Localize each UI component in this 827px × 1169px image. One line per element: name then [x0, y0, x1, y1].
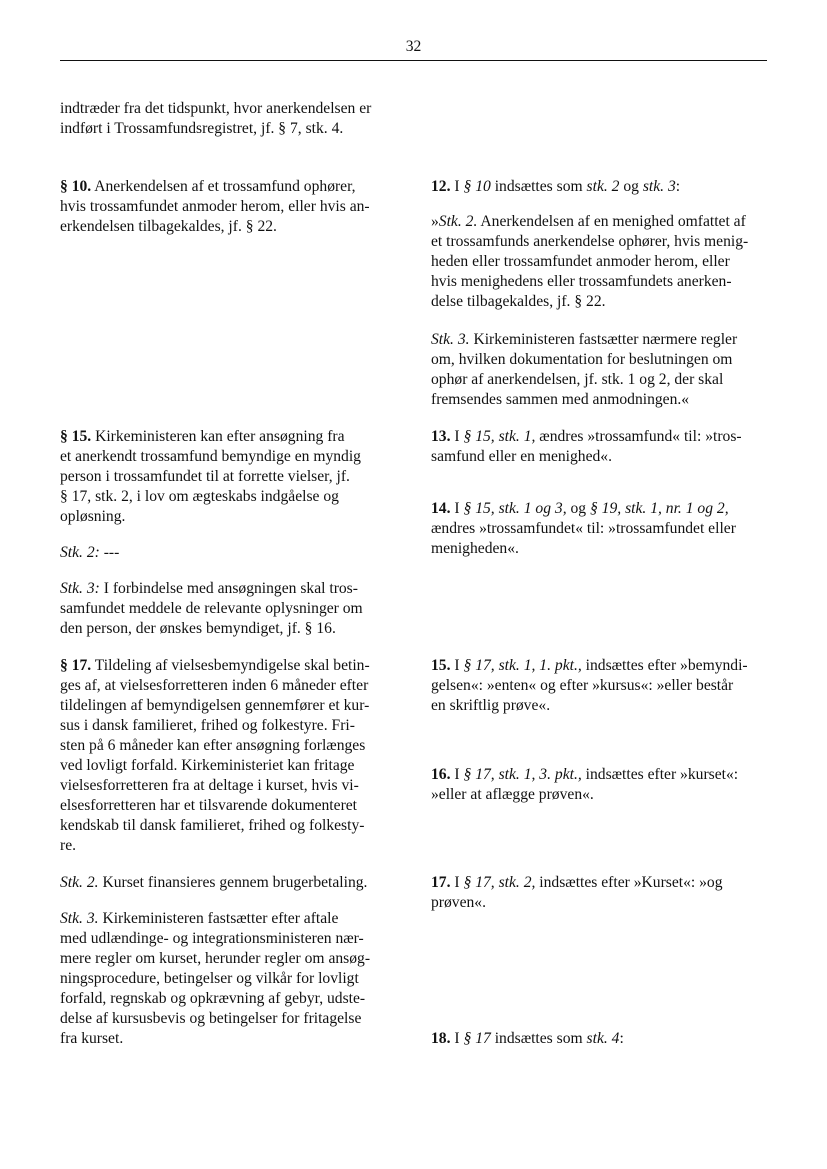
- text-line: samfundet meddele de relevante oplysninger om: [60, 600, 363, 617]
- text-line: menigheden«.: [431, 540, 519, 557]
- text-span: indsættes som: [490, 178, 587, 195]
- amendment-number: 12.: [431, 178, 451, 195]
- section-number: § 17.: [60, 657, 92, 674]
- text-span: og: [619, 178, 643, 195]
- text-span: I: [450, 1030, 464, 1047]
- section-reference: § 17, stk. 1, 3. pkt.,: [463, 766, 582, 783]
- text-span: Kirkeministeren fastsætter nærmere regler: [469, 331, 738, 348]
- text-line: [60, 177, 393, 197]
- text-line: sten på 6 måneder kan efter ansøgning forlænges: [60, 737, 366, 754]
- text-line: [60, 909, 393, 929]
- amendment-number: 15.: [431, 657, 451, 674]
- text-line: [60, 656, 393, 676]
- stk-reference: stk. 3: [642, 178, 676, 195]
- text-line: fra kurset.: [60, 1030, 124, 1047]
- text-line: med udlændinge- og integrationsministeren nær-: [60, 930, 364, 947]
- text-span: I: [450, 500, 464, 517]
- section-reference: § 17, stk. 2,: [463, 874, 536, 891]
- section-17: [60, 656, 393, 856]
- text-span: indsættes som: [490, 1030, 587, 1047]
- text-line: opløsning.: [60, 508, 126, 525]
- text-span: indsættes efter »kurset«:: [581, 766, 739, 783]
- text-span: ---: [99, 544, 120, 561]
- text-line: gelsen«: »enten« og efter »kursus«: »eller består: [431, 677, 734, 694]
- text-line: ændres »trossamfundet« til: »trossamfundet eller: [431, 520, 736, 537]
- section-reference: § 19, stk. 1, nr. 1 og 2,: [589, 500, 729, 517]
- section-10: [60, 177, 393, 237]
- text-line: [431, 330, 771, 350]
- amendment-13: [431, 427, 771, 467]
- section-15-stk-2: [60, 543, 393, 563]
- text-line: [431, 873, 771, 893]
- section-reference: § 10: [463, 178, 491, 195]
- text-span: I: [450, 657, 464, 674]
- section-17-stk-2: [60, 873, 393, 893]
- text-span: Kurset finansieres gennem brugerbetaling.: [98, 874, 368, 891]
- text-line: indført i Trossamfundsregistret, jf. § 7, stk. 4.: [60, 120, 344, 137]
- text-span: I: [450, 874, 464, 891]
- text-line: om, hvilken dokumentation for beslutningen om: [431, 351, 733, 368]
- text-line: [431, 1029, 771, 1049]
- text-line: samfund eller en menighed«.: [431, 448, 613, 465]
- section-17-stk-3: [60, 909, 393, 1049]
- section-reference: § 15, stk. 1 og 3,: [463, 500, 567, 517]
- text-line: prøven«.: [431, 894, 486, 911]
- text-span: indsættes efter »Kurset«: »og: [535, 874, 723, 891]
- stk-label: Stk. 2.: [438, 213, 478, 230]
- text-line: delse af kursusbevis og betingelser for fritagelse: [60, 1010, 362, 1027]
- text-span: Anerkendelsen af en menighed omfattet af: [477, 213, 746, 230]
- text-span: I: [450, 428, 464, 445]
- text-line: hvis menighedens eller trossamfundets anerken-: [431, 273, 732, 290]
- text-line: ved lovligt forfald. Kirkeministeriet kan fritage: [60, 757, 355, 774]
- text-line: [60, 427, 393, 447]
- text-line: elsesforretteren har et tilsvarende dokumenteret: [60, 797, 358, 814]
- amendment-12: [431, 177, 771, 197]
- text-line: fremsendes sammen med anmodningen.«: [431, 391, 690, 408]
- text-span: indsættes efter »bemyndi-: [581, 657, 748, 674]
- section-15-stk-3: [60, 579, 393, 639]
- text-line: [431, 427, 771, 447]
- text-line: den person, der ønskes bemyndiget, jf. § 16.: [60, 620, 336, 637]
- text-line: [431, 499, 771, 519]
- amendment-12-stk-3: [431, 330, 771, 410]
- section-reference: § 17, stk. 1, 1. pkt.,: [463, 657, 582, 674]
- text-span: :: [619, 1030, 624, 1047]
- text-span: I: [450, 766, 464, 783]
- text-line: [60, 543, 393, 563]
- amendment-15: [431, 656, 771, 716]
- text-span: Anerkendelsen af et trossamfund ophører,: [91, 178, 356, 195]
- text-line: mere regler om kurset, herunder regler om ansøg-: [60, 950, 371, 967]
- page-number: 32: [405, 38, 422, 55]
- quote-mark: »: [431, 213, 439, 230]
- amendment-17: [431, 873, 771, 913]
- text-line: sus i dansk familieret, frihed og folkestyre. Fri-: [60, 717, 355, 734]
- section-reference: § 15, stk. 1,: [463, 428, 536, 445]
- text-line: re.: [60, 837, 77, 854]
- text-line: forfald, regnskab og opkrævning af gebyr, udste-: [60, 990, 366, 1007]
- text-span: :: [675, 178, 681, 195]
- stk-reference: stk. 2: [586, 178, 620, 195]
- stk-label: Stk. 2:: [60, 544, 100, 561]
- text-line: en skriftlig prøve«.: [431, 697, 551, 714]
- text-line: [60, 873, 393, 893]
- amendment-number: 16.: [431, 766, 451, 783]
- amendment-14: [431, 499, 771, 559]
- section-15: [60, 427, 393, 527]
- text-span: Kirkeministeren fastsætter efter aftale: [98, 910, 339, 927]
- stk-label: Stk. 3.: [431, 331, 470, 348]
- header-rule: [60, 60, 767, 61]
- section-reference: § 17: [463, 1030, 491, 1047]
- text-line: kendskab til dansk familieret, frihed og folkesty-: [60, 817, 365, 834]
- text-line: tildelingen af bemyndigelsen gennemfører et kur-: [60, 697, 370, 714]
- text-span: I forbindelse med ansøgningen skal tros-: [99, 580, 358, 597]
- amendment-12-stk-2: [431, 212, 771, 312]
- text-line: delse tilbagekaldes, jf. § 22.: [431, 293, 606, 310]
- text-span: og: [566, 500, 590, 517]
- text-line: ges af, at vielsesforretteren inden 6 måneder efter: [60, 677, 369, 694]
- text-line: heden eller trossamfundet anmoder herom, eller: [431, 253, 730, 270]
- text-span: ændres »trossamfund« til: »tros-: [535, 428, 742, 445]
- text-line: et trossamfunds anerkendelse ophører, hvis menig-: [431, 233, 749, 250]
- text-line: indtræder fra det tidspunkt, hvor anerkendelsen er: [60, 100, 372, 117]
- stk-label: Stk. 3:: [60, 580, 100, 597]
- text-span: I: [450, 178, 464, 195]
- text-span: Tildeling af vielsesbemyndigelse skal betin-: [91, 657, 370, 674]
- text-line: [431, 177, 771, 197]
- section-number: § 10.: [60, 178, 92, 195]
- text-line: vielsesforretteren fra at deltage i kurset, hvis vi-: [60, 777, 359, 794]
- text-line: erkendelsen tilbagekaldes, jf. § 22.: [60, 218, 277, 235]
- text-line: [431, 656, 771, 676]
- stk-label: Stk. 3.: [60, 910, 99, 927]
- text-line: »eller at aflægge prøven«.: [431, 786, 594, 803]
- text-line: § 17, stk. 2, i lov om ægteskabs indgåelse og: [60, 488, 339, 505]
- amendment-number: 13.: [431, 428, 451, 445]
- text-span: Kirkeministeren kan efter ansøgning fra: [91, 428, 345, 445]
- text-line: [60, 579, 393, 599]
- amendment-number: 18.: [431, 1030, 451, 1047]
- text-line: ningsprocedure, betingelser og vilkår for lovligt: [60, 970, 359, 987]
- stk-label: Stk. 2.: [60, 874, 99, 891]
- intro-paragraph: [60, 99, 393, 139]
- text-line: person i trossamfundet til at forrette vielser, jf.: [60, 468, 350, 485]
- section-number: § 15.: [60, 428, 92, 445]
- amendment-number: 17.: [431, 874, 451, 891]
- stk-reference: stk. 4: [586, 1030, 620, 1047]
- amendment-number: 14.: [431, 500, 451, 517]
- amendment-18: [431, 1029, 771, 1049]
- text-line: [431, 212, 771, 232]
- text-line: et anerkendt trossamfund bemyndige en myndig: [60, 448, 361, 465]
- text-line: hvis trossamfundet anmoder herom, eller hvis an-: [60, 198, 370, 215]
- text-line: [431, 765, 771, 785]
- amendment-16: [431, 765, 771, 805]
- text-line: ophør af anerkendelsen, jf. stk. 1 og 2, der skal: [431, 371, 724, 388]
